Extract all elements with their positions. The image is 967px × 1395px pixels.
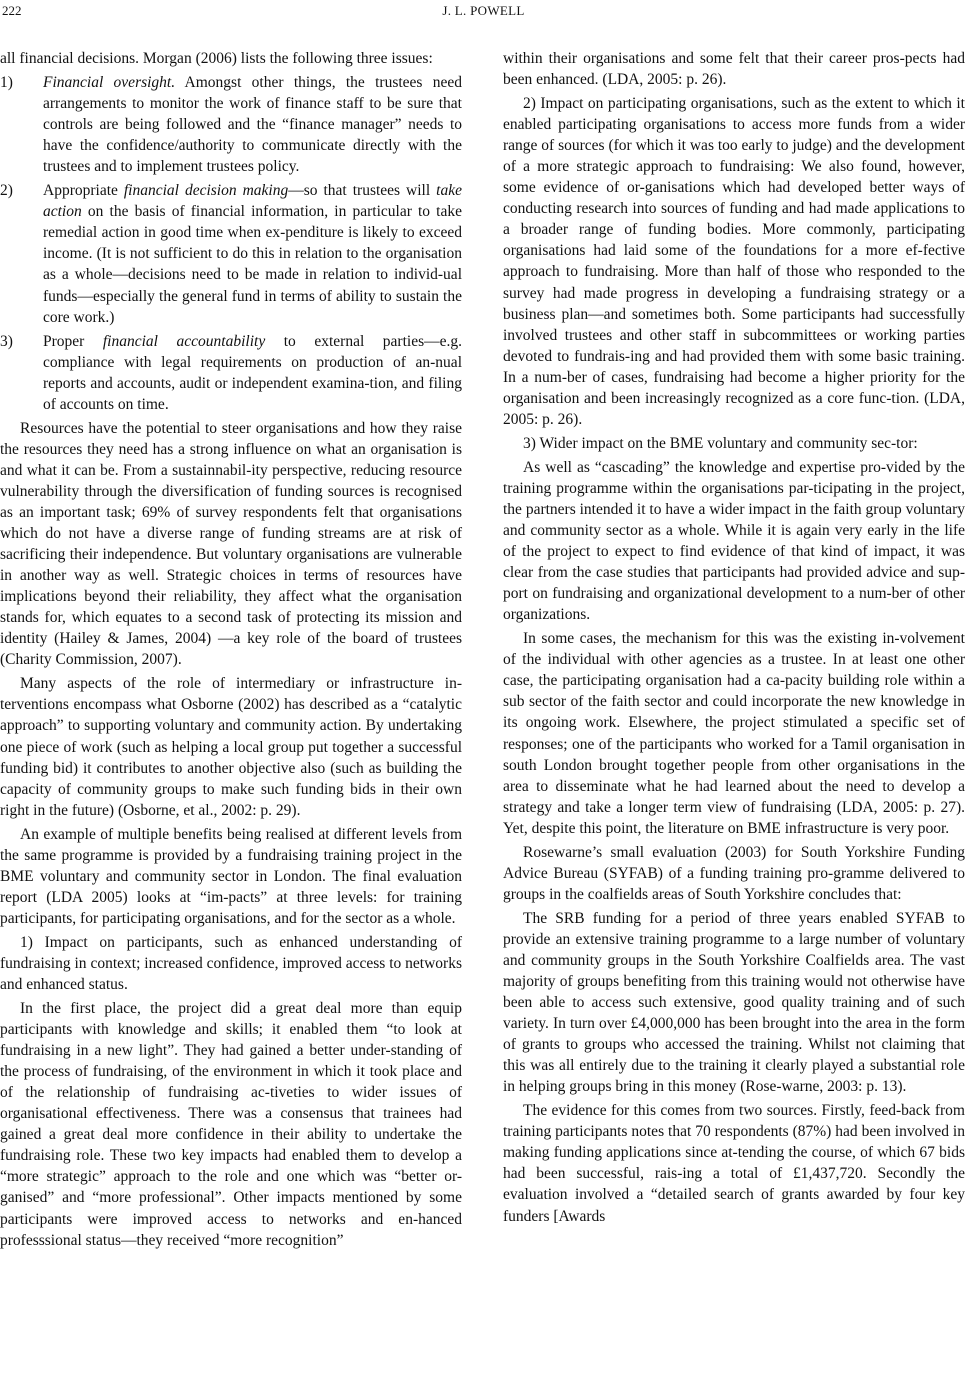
body-paragraph: Resources have the potential to steer organisations and how they raise the resources they need has a strong influence on what an organisation is and what it can be. From a sustainnabil-ity perspective, reducing resource vulnerability through the diversification of funding sources is recognised as an important task; 69% of survey respondents felt that organisations which do not have a diverse range of funding streams are at risk of sacrificing their independence. But voluntary organisations are vulnerable in another way as well. Strategic choices in terms of resources have implications beyond their reliability, they affect what the organisation stands for, which equates to a second task of protecting its mission and identity (Hailey & James, 2004) —a key role of the board of trustees (Charity Commission, 2007). xyxy=(0,419,462,669)
body-paragraph: An example of multiple benefits being realised at different levels from the same programme is provided by a fundraising training project in the BME voluntary and community sector in London. The final evaluation report (LDA 2005) looks at “im-pacts” at three levels: for training participants, for participating organisations, and for the sector as a whole. xyxy=(0,825,462,927)
list-text-a: —so that trustees will xyxy=(288,182,437,200)
list-italic: Financial oversight. xyxy=(43,74,176,92)
list-prefix: Proper xyxy=(43,332,103,350)
right-column xyxy=(503,48,965,1230)
body-paragraph: 1) Impact on participants, such as enhanced understanding of fundraising in context; increased confidence, improved access to networks and enhanced status. xyxy=(0,933,462,994)
list-body xyxy=(43,331,462,415)
body-paragraph: The evidence for this comes from two sources. Firstly, feed-back from training participants notes that 70 respondents (87%) had been involved in making funding applications since at-tending the course, of which 67 bids had been successful, rais-ing a total of £1,437,720. Secondly the evaluation involved a “detailed search of grants awarded by four key funders [Awards xyxy=(503,1102,965,1225)
list-italic-b: take action xyxy=(43,182,462,221)
list-text: on the basis of financial information, in particular to take remedial action in good time when ex-penditure is likely to exceed income. (It is not sufficient to do this in relation to the organisation as a whole—decisions need to be made in relation to individ-ual funds—especially the general fund in terms of ability to sustain the core work.) xyxy=(43,203,462,326)
body-paragraph: In the first place, the project did a great deal more than equip participants with knowledge and skills; it enabled them “to look at fundraising in a new light”. They had gained a better under-standing of the process of fundraising, of the environment in which it took place and of the relationship of fundraising ac-tiveties to wider issues of organisational effectiveness. There was a consensus that trainees had gained a great deal more confidence in their ability to undertake the fundraising role. These two key impacts had enabled them to develop a “more strategic” approach to the role and one which was “better or-ganised” and “more professional”. Other impacts mentioned by some participants were improved access to networks and en-hanced professsional status—they received “more recognition” xyxy=(0,1000,462,1249)
body-paragraph: Rosewarne’s small evaluation (2003) for South Yorkshire Funding Advice Bureau (SYFAB) of a funding training pro-gramme delivered to groups in the coalfields areas of South Yorkshire concludes that: xyxy=(503,843,965,903)
body-paragraph: In some cases, the mechanism for this was the existing in-volvement of the individual with other agencies as a trustee. In at least one other case, the participating organisation had a ca-pacity building role within a sub sector of the faith sector and could incorporate the new knowledge in its ongoing work. Elsewhere, the project stimulated a specific set of responses; one of the participants who worked for a Tamil organisation in south London brought together people from other organisations in the area to disseminate what he had learned about the need to develop a strategy and take a longer term view of fundraising (LDA, 2005: p. 27). Yet, despite this point, the literature on BME infrastructure is very poor. xyxy=(503,630,965,837)
list-item xyxy=(0,72,462,177)
intro-paragraph: all financial decisions. Morgan (2006) lists the following three issues: xyxy=(0,50,433,67)
body-paragraph: within their organisations and some felt that their career pros-pects had been enhanced. (LDA, 2005: p. 26). xyxy=(503,50,965,89)
block-quote: The SRB funding for a period of three years enabled SYFAB to provide an extensive training programme to a large number of voluntary and community groups in the South Yorkshire Coalfields area. The vast majority of groups benefiting from this training would not otherwise have been able to access such extensive, good quality training and of such variety. In turn over £4,000,000 has been brought into the area in the form of grants to groups who accessed the training. Whilst not claiming that this was all entirely due to the training it clearly played a substantial role in helping groups bring in this money (Rose-warne, 2003: p. 13). xyxy=(503,909,965,1096)
running-head: J. L. POWELL xyxy=(442,3,525,18)
page-number: 222 xyxy=(2,3,22,18)
list-prefix: Appropriate xyxy=(43,182,124,200)
list-text: to external parties—e.g. compliance with legal requirements on production of an-nual reports and accounts, audit or independent examina-tion, and filing of accounts on time. xyxy=(43,332,462,413)
list-text: Amongst other things, the trustees need arrangements to monitor the work of finance staff to be sure that controls are being followed and the “finance manager” needs to have the confidence/authority to communicate directly with the trustees and to implement trustees policy. xyxy=(43,74,462,176)
body-paragraph: 3) Wider impact on the BME voluntary and community sec-tor: xyxy=(523,434,918,452)
list-number: 3) xyxy=(0,332,13,350)
list-body xyxy=(43,72,462,177)
list-item xyxy=(0,180,462,327)
body-paragraph: Many aspects of the role of intermediary or infrastructure in-terventions encompass what Osborne (2002) has described as a “catalytic approach” to supporting voluntary and community action. By undertaking one piece of work (such as helping a local group put together a successful funding bid) it contributes to another objective also (such as building the capacity of community groups to make such funding bids in their own right in the future) (Osborne, et al., 2002: p. 29). xyxy=(0,675,462,819)
list-italic: financial accountability xyxy=(102,332,266,350)
page-header xyxy=(0,0,967,22)
list-number: 1) xyxy=(0,74,13,92)
list-item xyxy=(0,331,462,415)
list-number: 2) xyxy=(0,182,13,200)
body-paragraph: As well as “cascading” the knowledge and expertise pro-vided by the training programme within the organisations par-ticipating in the project, the partners intended it to have a wider impact in the faith group voluntary and community sector as a whole. While it is again very early in the life of the project to expect to find evidence of that kind of impact, it was clear from the case studies that participants had provided advice and sup-port on fundraising and organizational development to a num-ber of other organizations. xyxy=(503,458,965,624)
list-italic: financial decision making xyxy=(123,182,289,200)
body-paragraph: 2) Impact on participating organisations, such as the extent to which it enabled participating organisations to access more funds from a wider range of sources (for which it was too early to judge) and the development of a more strategic approach to fundraising: We also found, however, some evidence of or-ganisations which had developed better ways of conducting research into sources of funding and had made applications to a broader range of funding bodies. More commonly, participating organisations had laid some of the foundations for a more ef-fective approach to fundraising. More than half of those who responded to the survey had made progress in developing a fundraising strategy or a business plan—and sometimes both. Some participants had successfully involved trustees and other staff in subcommittees or working parties devoted to fundrais-ing and had provided them with some basic training. In a num-ber of cases, fundraising had become a higher priority for the organisation and been increasingly recognized as a core func-tion. (LDA, 2005: p. 26). xyxy=(503,95,965,428)
left-column xyxy=(0,48,462,1254)
list-body xyxy=(43,180,462,327)
